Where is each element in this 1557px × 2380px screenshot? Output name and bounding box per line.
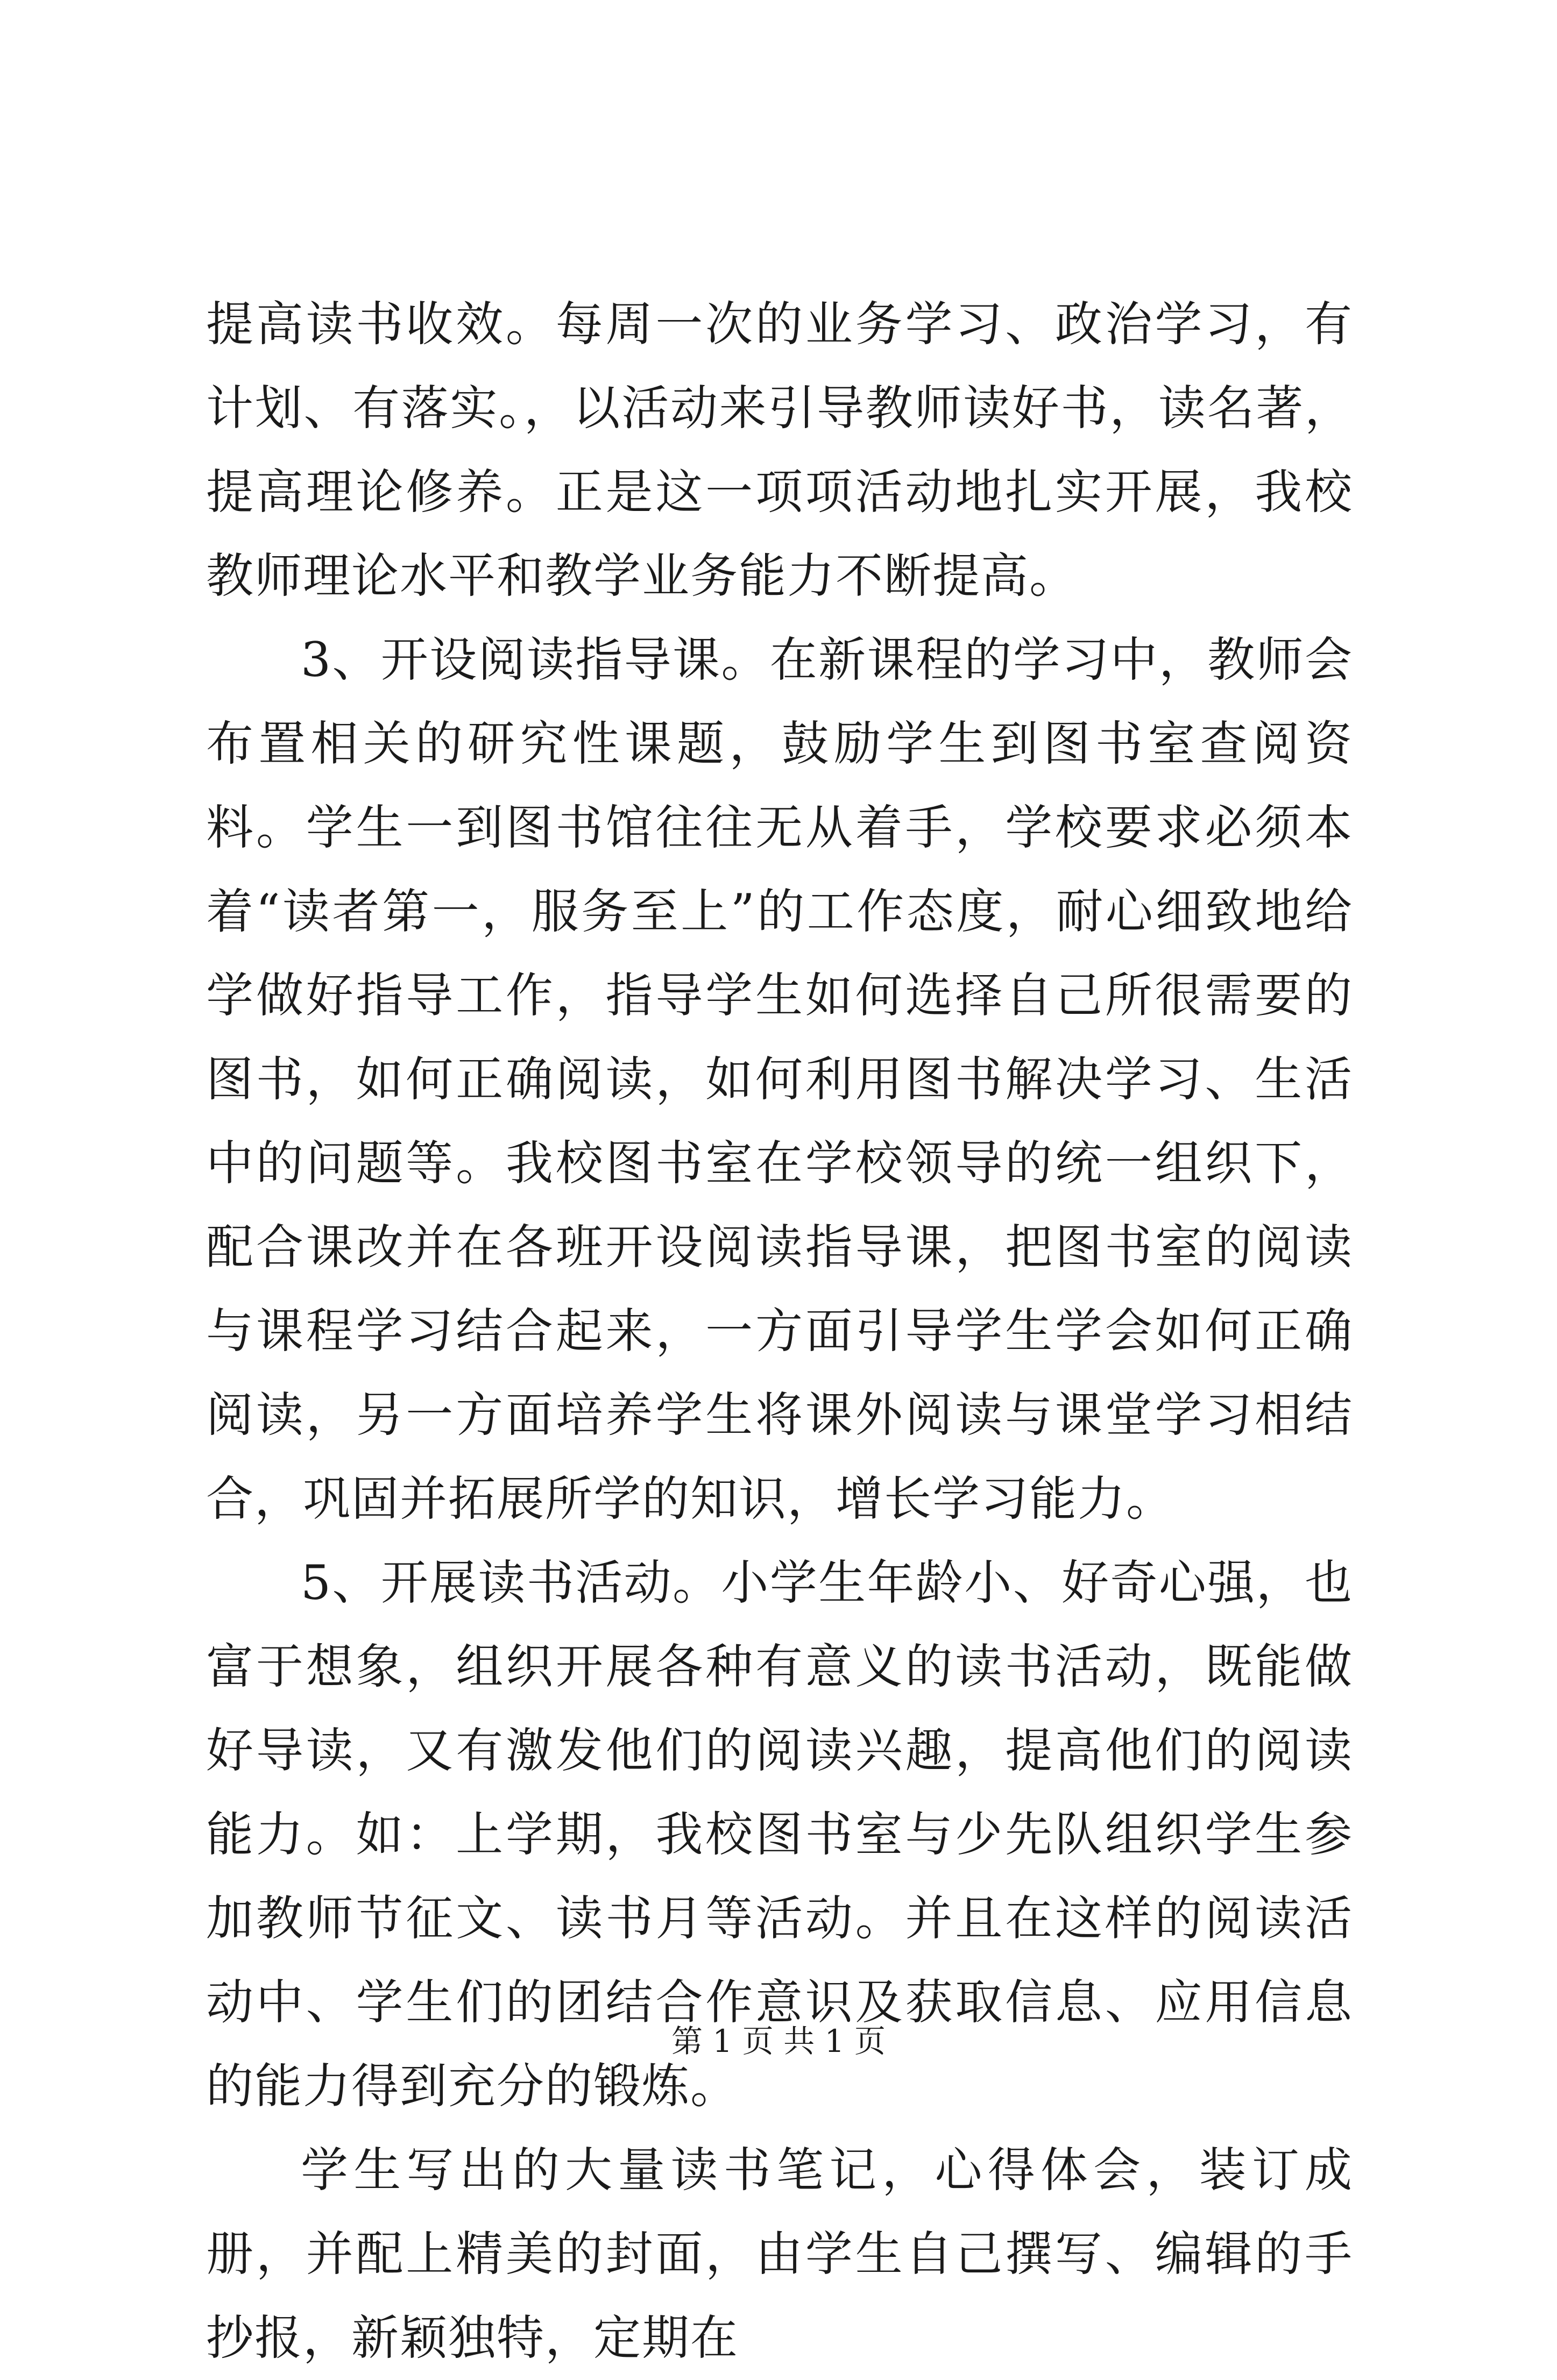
paragraph-2: 3、开设阅读指导课。在新课程的学习中，教师会布置相关的研究性课题，鼓励学生到图书室查阅资料。学生一到图书馆往往无从着手，学校要求必须本着“读者第一，服务至上”的工作态度，耐心细致地给学做好指导工作，指导学生如何选择自己所很需要的图书，如何正确阅读，如何利用图书解决学习、生活中的问题等。我校图书室在学校领导的统一组织下，配合课改并在各班开设阅读指导课，把图书室的阅读与课程学习结合起来，一方面引导学生学会如何正确阅读，另一方面培养学生将课外阅读与课堂学习相结合，巩固并拓展所学的知识，增长学习能力。 xyxy=(206,632,1353,1526)
paragraph-1: 提高读书收效。每周一次的业务学习、政治学习，有计划、有落实。，以活动来引导教师读好书，读名著，提高理论修养。正是这一项项活动地扎实开展，我校教师理论水平和教学业务能力不断提高。 xyxy=(206,296,1353,603)
paragraph-4: 学生写出的大量读书笔记，心得体会，装订成册，并配上精美的封面，由学生自己撰写、编辑的手抄报，新颖独特，定期在 xyxy=(206,2142,1353,2365)
paragraph-3: 5、开展读书活动。小学生年龄小、好奇心强，也富于想象，组织开展各种有意义的读书活动，既能做好导读，又有激发他们的阅读兴趣，提高他们的阅读能力。如：上学期，我校图书室与少先队组织学生参加教师节征文、读书月等活动。并且在这样的阅读活动中、学生们的团结合作意识及获取信息、应用信息的能力得到充分的锻炼。 xyxy=(206,1555,1353,2114)
page-footer: 第 1 页 共 1 页 xyxy=(671,2023,886,2059)
document-body xyxy=(206,282,1353,2380)
